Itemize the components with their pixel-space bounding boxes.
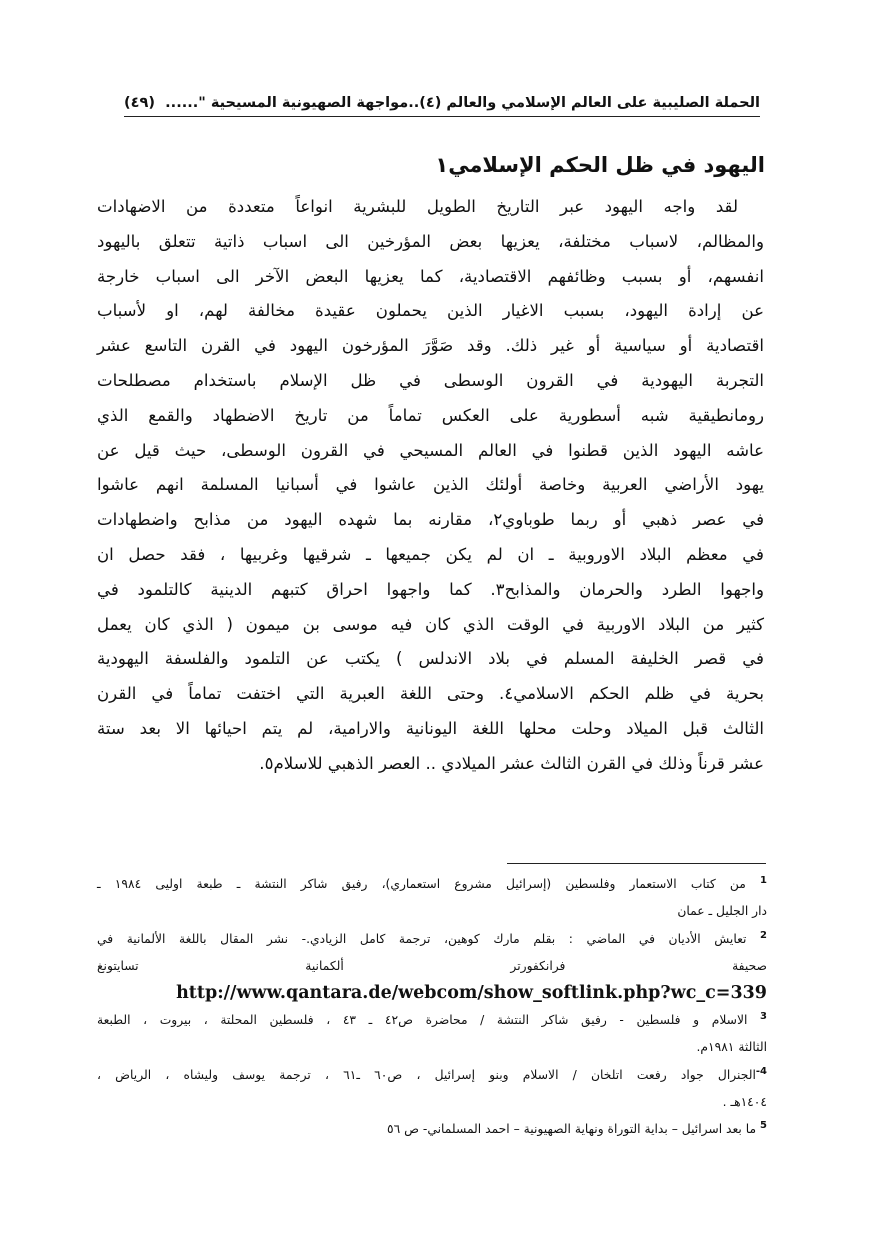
footnote bbox=[97, 926, 767, 1008]
body-line: في قصر الخليفة المسلم في بلاد الاندلس ) يكتب عن التلمود والفلسفة اليهودية bbox=[97, 649, 764, 669]
footnote-text: تعايش الأديان في الماضي : بقلم مارك كوهين، ترجمة كامل الزيادي.- نشر المقال باللغة الألمانية في bbox=[97, 931, 747, 946]
body-line: عن إرادة اليهود، بسبب الاغيار الذين يحملون عقيدة مخالفة لهم، او لأسباب bbox=[97, 301, 764, 321]
footnote-text: ما بعد اسرائيل – بداية التوراة ونهاية الصهيونية – احمد المسلماني- ص ٥٦ bbox=[387, 1122, 757, 1137]
footnote bbox=[97, 1116, 767, 1143]
body-line: عشر قرناً وذلك في القرن الثالث عشر الميلادي .. العصر الذهبي للاسلام٥. bbox=[259, 753, 764, 773]
footnote-number: 3 bbox=[760, 1011, 767, 1023]
body-line: عاشه اليهود الذين قطنوا في العالم المسيحي في القرون الوسطى، حيث قيل عن bbox=[97, 440, 764, 460]
footnote bbox=[97, 1007, 767, 1062]
footnote-text: من كتاب الاستعمار وفلسطين (إسرائيل مشروع استعماري)، رفيق شاكر النتشة ـ طبعة اوليى ١٩٨٤ ـ bbox=[97, 877, 746, 891]
footnote-text: الجنرال جواد رفعت اتلخان / الاسلام وبنو إسرائيل ، ص٦٠ ـ٦١ ، ترجمة يوسف وليشاه ، الرياض ، bbox=[97, 1067, 756, 1082]
body-line: في عصر ذهبي أو ربما طوباوي٢، مقارنه بما شهده اليهود من مذابح واضطهادات bbox=[97, 510, 764, 530]
body-line: والمظالم، لاسباب مختلفة، يعزيها بعض المؤرخين الى اسباب ذاتية تتعلق باليهود bbox=[97, 231, 764, 251]
body-line: لقد واجه اليهود عبر التاريخ الطويل للبشرية انواعاً متعددة من الاضهادات bbox=[97, 197, 738, 216]
body-line: كثير من البلاد الاوربية في الوقت الذي كان فيه موسى بن ميمون ( الذي كان يعمل bbox=[97, 614, 764, 634]
body-line: التجربة اليهودية في القرون الوسطى في ظل الإسلام باستخدام مصطلحات bbox=[97, 370, 764, 390]
footnote-text: ١٤٠٤هـ . bbox=[722, 1095, 767, 1110]
footnote bbox=[97, 871, 767, 926]
body-line: واجهوا الطرد والحرمان والمذابح٣. كما واجهوا احراق كتبهم الدينية كالتلمود في bbox=[97, 579, 764, 599]
body-line: في معظم البلاد الاوروبية ـ ان لم يكن جميعها ـ شرقيها وغربيها ، فقد حصل ان bbox=[97, 544, 764, 564]
header-title: الحملة الصليبية على العالم الإسلامي والعالم (٤)..مواجهة الصهيونية المسيحية "...... bbox=[165, 95, 760, 111]
footnote-number: 2 bbox=[760, 929, 767, 941]
body-line: اقتصادية أو سياسية أو غير ذلك. وقد صَوَّرَ المؤرخون اليهود في القرن التاسع عشر bbox=[97, 336, 764, 356]
footnote-number: 1 bbox=[760, 874, 767, 886]
footnote-text: الثالثة ١٩٨١م. bbox=[696, 1040, 767, 1055]
footnote bbox=[97, 1062, 767, 1117]
section-title: اليهود في ظل الحكم الإسلامي١ bbox=[435, 153, 765, 177]
footnote-number: 5 bbox=[760, 1120, 767, 1132]
footnote-separator bbox=[507, 863, 766, 864]
page-number: (٤٩) bbox=[124, 95, 155, 111]
body-paragraph bbox=[97, 190, 764, 782]
footnote-text: دار الجليل ـ عمان bbox=[677, 904, 767, 919]
footnote-url[interactable]: http://www.qantara.de/webcom/show_softlink.php?wc_c=339 bbox=[176, 983, 767, 1004]
body-line: انفسهم، أو بسبب وظائفهم الاقتصادية، كما يعزيها البعض الآخر الى اسباب خارجة bbox=[97, 266, 764, 286]
footnotes bbox=[97, 871, 767, 1144]
footnote-number: 4- bbox=[755, 1065, 767, 1077]
body-line: بحرية في ظلم الحكم الاسلامي٤. وحتى اللغة العبرية التي اختفت تماماً في القرن bbox=[97, 684, 765, 704]
body-line: يهود الأراضي العربية وخاصة أولئك الذين عاشوا في أسبانيا المسلمة انهم عاشوا bbox=[97, 475, 764, 495]
footnote-text: الاسلام و فلسطين - رفيق شاكر النتشة / محاضرة ص٤٢ ـ ٤٣ ، فلسطين المحلتة ، بيروت ، الطبعة bbox=[97, 1013, 748, 1028]
running-header bbox=[124, 90, 760, 117]
body-line: رومانطيقية شبه أسطورية على العكس تماماً من تاريخ الاضطهاد والقمع الذي bbox=[97, 405, 764, 425]
footnote-text: صحيفة فرانكفورتر ألكمانية تسايتونغ bbox=[97, 958, 767, 973]
body-line: الثالث قبل الميلاد وحلت محلها اللغة اليونانية والارامية، لم يتم احيائها الا بعد ستة bbox=[97, 718, 764, 738]
